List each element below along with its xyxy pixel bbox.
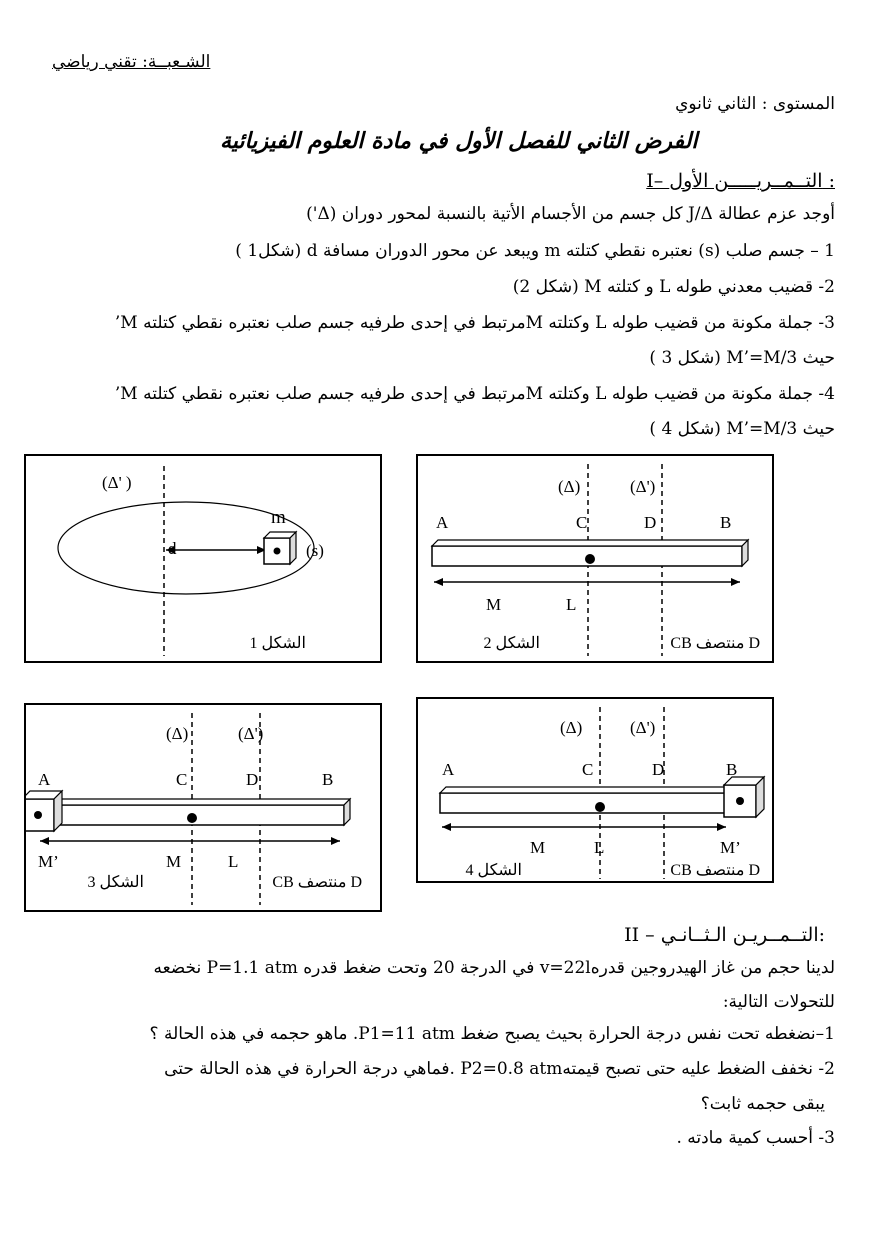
exercise2-item3: 3- أحسب كمية مادته . (676, 1128, 835, 1148)
label-M: M (166, 852, 182, 871)
exercise2-item2b: يبقى حجمه ثابت؟ (700, 1094, 825, 1114)
figure-1 (24, 454, 382, 663)
exercise1-intro: أوجد عزم عطالة J/Δ كل جسم من الأجسام الأتية بالنسبة لمحور دوران (Δ') (306, 204, 835, 224)
exercise1-item3a: 3- جملة مكونة من قضيب طوله L وكتلته Mمرتبط في إحدى طرفيه جسم صلب نعتبره نقطي كتلته M’ (114, 313, 835, 333)
exercise2-item2a: 2- نخفف الضغط عليه حتى تصبح قيمتهP2=0.8 atm .فماهي درجة الحرارة في هذه الحالة حتى (164, 1059, 835, 1079)
figure-caption: الشكل 3 (87, 874, 144, 891)
solid-label: (s) (306, 541, 324, 560)
label-axis1: (Δ) (166, 724, 189, 743)
exercise1-item1: 1 – جسم صلب (s) نعتبره نقطي كتلته m ويبعد عن محور الدوران مسافة d (شكل1 ) (235, 241, 835, 261)
label-B: B (322, 770, 334, 789)
label-M: M (530, 838, 546, 857)
label-A: A (38, 770, 51, 789)
branch-label: الشـعبــة: تقني رياضي (52, 52, 211, 72)
page-title: الفرض الثاني للفصل الأول في مادة العلوم الفيزيائية (220, 128, 698, 154)
label-axis2: (Δ') (630, 477, 656, 496)
figure-caption: الشكل 2 (483, 635, 540, 652)
label-C: C (176, 770, 188, 789)
figure-note: D منتصف CB (670, 862, 760, 879)
label-axis2: (Δ') (630, 718, 656, 737)
label-axis1: (Δ) (558, 477, 581, 496)
label-C: C (576, 513, 588, 532)
label-mass-prime: M’ (720, 838, 741, 857)
distance-label: d (168, 539, 177, 558)
rod (54, 805, 344, 825)
exercise2-line1: لدينا حجم من غاز الهيدروجين قدرهv=22l في الدرجة 20 وتحت ضغط قدره P=1.1 atm نخضعه (153, 958, 835, 978)
exercise1-item4a: 4- جملة مكونة من قضيب طوله L وكتلته Mمرتبط في إحدى طرفيه جسم صلب نعتبره نقطي كتلته M’ (114, 384, 835, 404)
label-L: L (228, 852, 239, 871)
figure-note: D منتصف CB (272, 874, 362, 891)
label-B: B (720, 513, 732, 532)
figure-caption: الشكل 1 (249, 635, 306, 652)
exercise1-item3b: حيث M’=M/3 (شكل 3 ) (649, 348, 835, 368)
axis-label: (Δ' ) (102, 473, 132, 492)
label-L: L (594, 838, 605, 857)
label-axis1: (Δ) (560, 718, 583, 737)
label-D: D (644, 513, 657, 532)
exercise2-line2: للتحولات التالية: (722, 992, 835, 1012)
figure-3 (24, 703, 382, 912)
exercise1-item2: 2- قضيب معدني طوله L و كتلته M (شكل 2) (512, 277, 835, 297)
label-C: C (582, 760, 594, 779)
label-M: M (486, 595, 502, 614)
label-B: B (726, 760, 738, 779)
level-label: المستوى : الثاني ثانوي (675, 94, 835, 114)
label-D: D (652, 760, 665, 779)
mass-label: m (271, 507, 286, 528)
figure-note: D منتصف CB (670, 635, 760, 652)
label-D: D (246, 770, 259, 789)
center-of-mass (187, 813, 197, 823)
figure-2 (416, 454, 774, 663)
rod (440, 793, 730, 813)
label-L: L (566, 595, 577, 614)
exercise2-heading: II – التــمــريـن الـثــانـي: (624, 924, 825, 946)
center-of-mass (585, 554, 595, 564)
figure-4 (416, 697, 774, 883)
center-of-mass (595, 802, 605, 812)
exercise2-item1: 1–نضغطه تحت نفس درجة الحرارة بحيث يصبح ضغط P1=11 atm. ماهو حجمه في هذه الحالة ؟ (149, 1024, 835, 1044)
exercise1-item4b: حيث M’=M/3 (شكل 4 ) (649, 419, 835, 439)
label-axis2: (Δ') (238, 724, 264, 743)
label-A: A (442, 760, 455, 779)
label-mass-prime: M’ (38, 852, 59, 871)
figure-caption: الشكل 4 (465, 862, 522, 879)
exercise1-heading: I– التــمــريـــــن الأول : (646, 170, 835, 192)
label-A: A (436, 513, 449, 532)
